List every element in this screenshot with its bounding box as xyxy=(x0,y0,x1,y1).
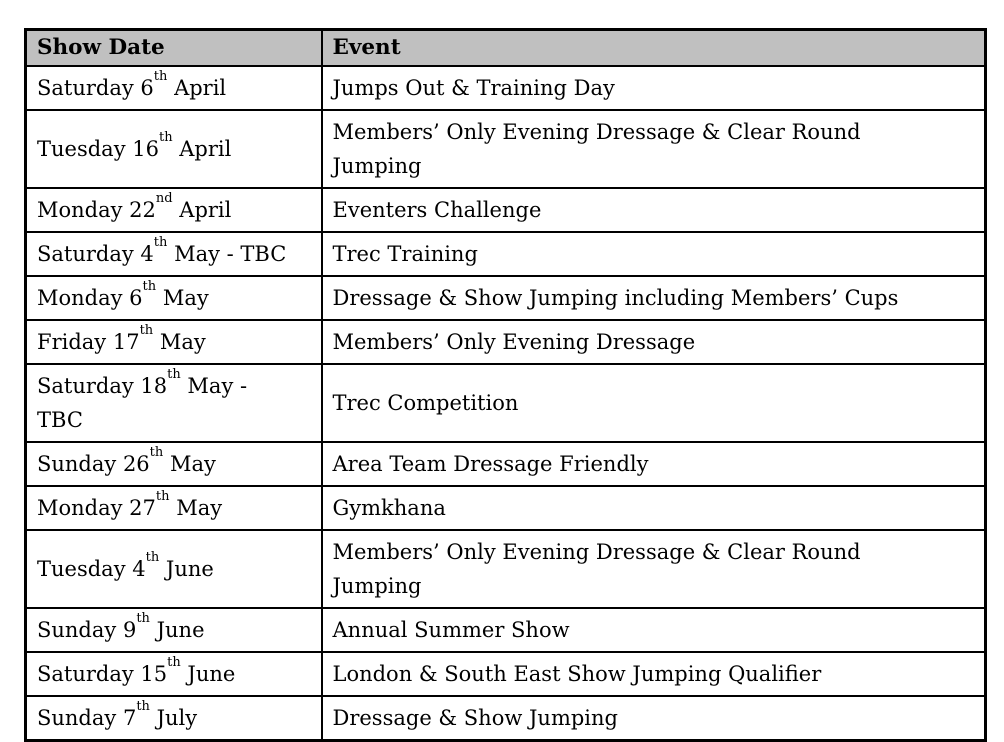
header-show-date: Show Date xyxy=(26,30,322,67)
event-cell xyxy=(322,652,986,696)
date-text: May xyxy=(153,330,206,354)
date-text: Saturday 18 xyxy=(37,374,168,398)
table-row xyxy=(26,442,986,486)
event-cell xyxy=(322,188,986,232)
event-text: Trec Competition xyxy=(332,391,519,415)
date-ordinal: th xyxy=(153,235,168,250)
show-date-cell xyxy=(26,232,322,276)
table-header-row xyxy=(26,30,986,67)
date-ordinal: th xyxy=(139,323,154,338)
event-text: Members’ Only Evening Dressage & Clear Round xyxy=(332,540,861,564)
event-cell xyxy=(322,276,986,320)
date-text: May xyxy=(163,452,216,476)
date-text: Tuesday 16 xyxy=(37,137,159,161)
date-text: May - TBC xyxy=(167,242,287,266)
date-text: Saturday 15 xyxy=(37,662,168,686)
event-text: Jumping xyxy=(332,154,422,178)
table-body xyxy=(26,66,986,741)
date-text: Sunday 7 xyxy=(37,706,137,730)
table-row xyxy=(26,320,986,364)
date-text: June xyxy=(159,557,214,581)
table-row xyxy=(26,188,986,232)
event-text: Jumps Out & Training Day xyxy=(332,76,615,100)
show-schedule-table xyxy=(24,28,987,742)
show-date-cell xyxy=(26,608,322,652)
date-ordinal: th xyxy=(142,279,157,294)
date-text: July xyxy=(149,706,198,730)
show-date-cell xyxy=(26,276,322,320)
show-date-cell xyxy=(26,110,322,188)
date-ordinal: th xyxy=(136,611,150,626)
table-row xyxy=(26,696,986,741)
date-ordinal: nd xyxy=(155,191,173,206)
event-cell xyxy=(322,530,986,608)
date-ordinal: th xyxy=(153,69,168,84)
table-row xyxy=(26,652,986,696)
date-text-line2: TBC xyxy=(37,408,83,432)
show-date-cell xyxy=(26,364,322,442)
event-cell xyxy=(322,320,986,364)
date-ordinal: th xyxy=(149,445,164,460)
date-text: June xyxy=(180,662,236,686)
show-date-cell xyxy=(26,320,322,364)
date-text: Sunday 9 xyxy=(37,618,137,642)
date-text: Monday 22 xyxy=(37,198,156,222)
event-text: Area Team Dressage Friendly xyxy=(332,452,649,476)
event-cell xyxy=(322,608,986,652)
table-row xyxy=(26,486,986,530)
table-row xyxy=(26,608,986,652)
table-row xyxy=(26,530,986,608)
date-text: Monday 27 xyxy=(37,496,156,520)
event-text: Dressage & Show Jumping xyxy=(332,706,618,730)
event-cell xyxy=(322,232,986,276)
date-text: Friday 17 xyxy=(37,330,140,354)
date-text: Saturday 4 xyxy=(37,242,154,266)
date-text: May - xyxy=(180,374,248,398)
show-date-cell xyxy=(26,486,322,530)
date-text: April xyxy=(172,198,232,222)
event-text: Eventers Challenge xyxy=(332,198,542,222)
show-date-cell xyxy=(26,188,322,232)
event-text: Jumping xyxy=(332,574,422,598)
event-cell xyxy=(322,696,986,741)
table-row xyxy=(26,276,986,320)
date-ordinal: th xyxy=(167,367,181,382)
table-row xyxy=(26,364,986,442)
date-text: April xyxy=(172,137,232,161)
event-text: Members’ Only Evening Dressage & Clear Round xyxy=(332,120,861,144)
date-text: Sunday 26 xyxy=(37,452,150,476)
event-text: Gymkhana xyxy=(332,496,446,520)
header-event: Event xyxy=(322,30,986,67)
event-cell xyxy=(322,110,986,188)
date-text: April xyxy=(167,76,227,100)
table-row xyxy=(26,66,986,110)
event-text: Dressage & Show Jumping including Members’ Cups xyxy=(332,286,899,310)
event-cell xyxy=(322,364,986,442)
date-text: Saturday 6 xyxy=(37,76,154,100)
show-date-cell xyxy=(26,442,322,486)
date-ordinal: th xyxy=(136,699,150,714)
date-ordinal: th xyxy=(155,489,170,504)
event-text: Members’ Only Evening Dressage xyxy=(332,330,696,354)
date-text: May xyxy=(156,286,209,310)
event-cell xyxy=(322,66,986,110)
show-date-cell xyxy=(26,652,322,696)
date-ordinal: th xyxy=(145,550,160,565)
date-text: Tuesday 4 xyxy=(37,557,146,581)
date-text: June xyxy=(149,618,205,642)
table-row xyxy=(26,110,986,188)
show-date-cell xyxy=(26,530,322,608)
date-ordinal: th xyxy=(158,130,173,145)
date-text: Monday 6 xyxy=(37,286,143,310)
event-text: London & South East Show Jumping Qualifier xyxy=(332,662,822,686)
date-text: May xyxy=(169,496,223,520)
event-text: Annual Summer Show xyxy=(332,618,570,642)
date-ordinal: th xyxy=(167,655,181,670)
show-date-cell xyxy=(26,696,322,741)
event-text: Trec Training xyxy=(332,242,478,266)
event-cell xyxy=(322,486,986,530)
event-cell xyxy=(322,442,986,486)
table-row xyxy=(26,232,986,276)
show-date-cell xyxy=(26,66,322,110)
